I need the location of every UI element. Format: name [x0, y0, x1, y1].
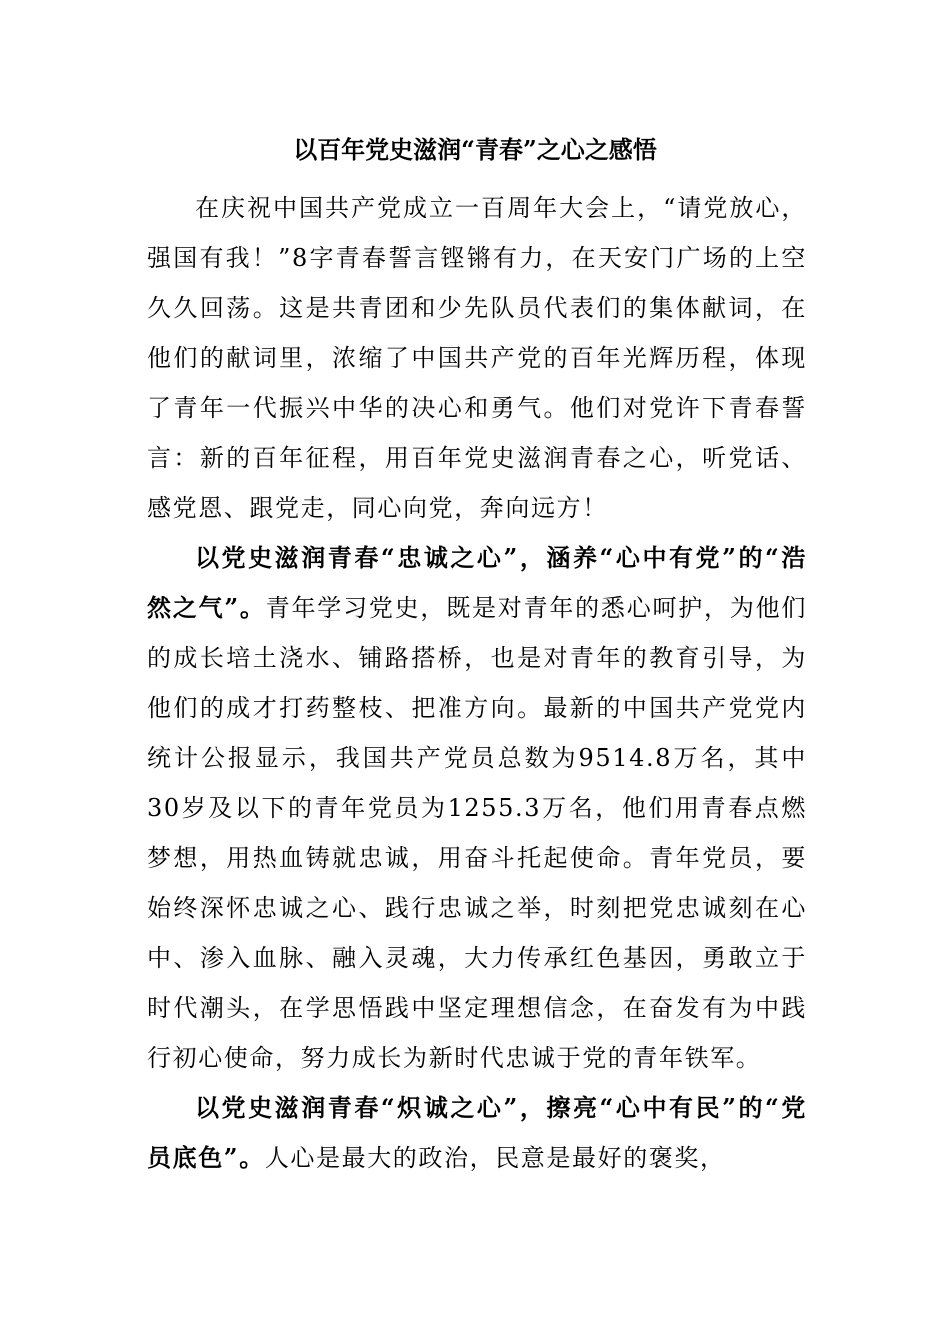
paragraph-3-text: 人心是最大的政治，民意是最好的褒奖， [264, 1144, 726, 1172]
paragraph-3 [147, 1083, 807, 1183]
document-title: 以百年党史滋润“青春”之心之感悟 [293, 135, 657, 164]
paragraph-3-heading: 以党史滋润青春“炽诚之心”，擦亮“心中有民”的“党员底色”。 [147, 1093, 807, 1172]
paragraph-1 [147, 183, 807, 533]
document-body [147, 183, 807, 1183]
paragraph-1-text: 在庆祝中国共产党成立一百周年大会上，“请党放心，强国有我！”8字青春誓言铿锵有力，在天安门广场的上空久久回荡。这是共青团和少先队员代表们的集体献词，在他们的献词里，浓缩了中国共产党的百年光辉历程，体现了青年一代振兴中华的决心和勇气。他们对党许下青春誓言：新的百年征程，用百年党史滋润青春之心，听党话、感党恩、跟党走，同心向党，奔向远方！ [147, 194, 807, 522]
paragraph-2-text: 青年学习党史，既是对青年的悉心呵护，为他们的成长培土浇水、铺路搭桥，也是对青年的教育引导，为他们的成才打药整枝、把准方向。最新的中国共产党党内统计公报显示，我国共产党员总数为9514.8万名，其中30岁及以下的青年党员为1255.3万名，他们用青春点燃梦想，用热血铸就忠诚，用奋斗托起使命。青年党员，要始终深怀忠诚之心、践行忠诚之举，时刻把党忠诚刻在心中、渗入血脉、融入灵魂，大力传承红色基因，勇敢立于时代潮头，在学思悟践中坚定理想信念，在奋发有为中践行初心使命，努力成长为新时代忠诚于党的青年铁军。 [147, 594, 807, 1072]
paragraph-2 [147, 533, 807, 1083]
paragraph-2-heading: 以党史滋润青春“忠诚之心”，涵养“心中有党”的“浩然之气”。 [147, 543, 807, 622]
